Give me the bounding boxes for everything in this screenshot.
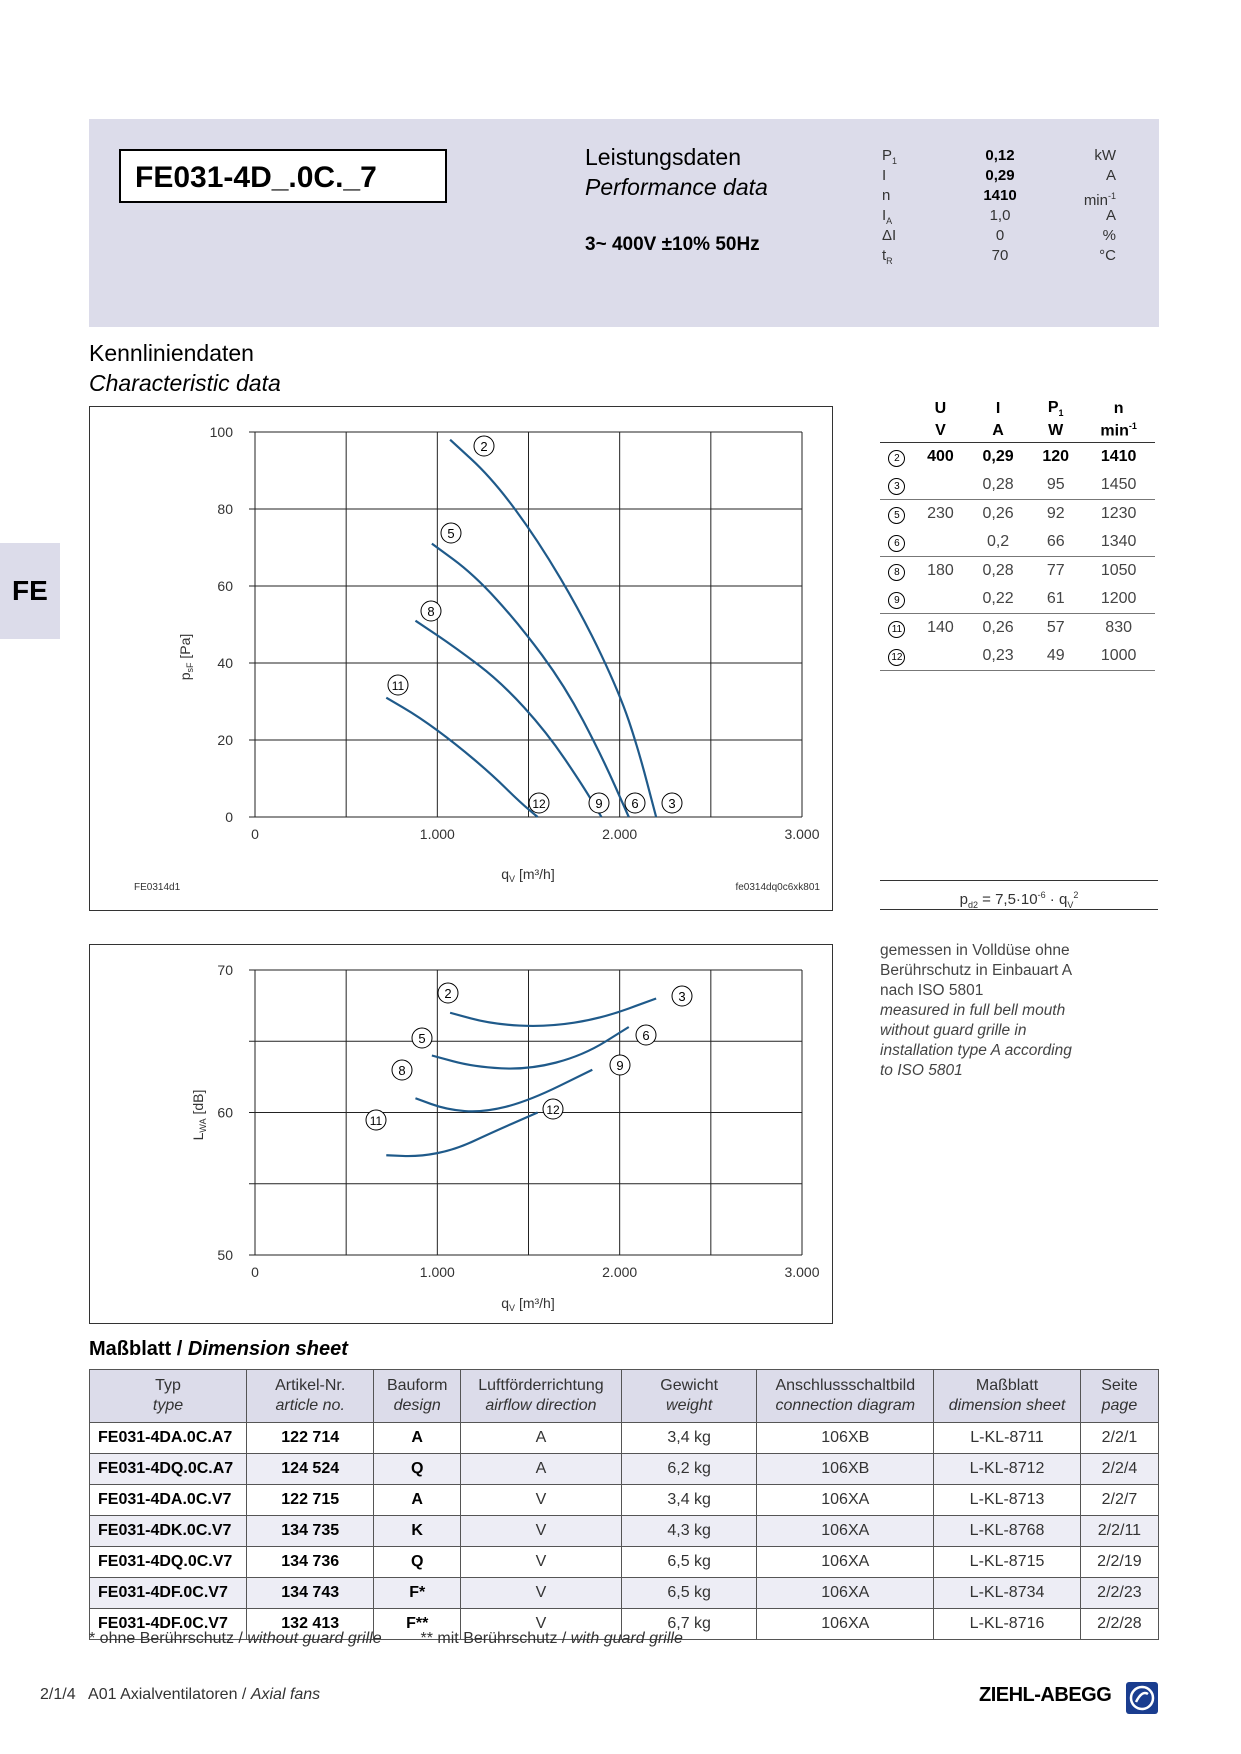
- dynamic-pressure-formula: $p_{d2} = 7,5\cdot 10^{-6} \cdot q_V^2$: [880, 880, 1158, 910]
- x-tick-label: 1.000: [419, 1264, 455, 1280]
- dimension-cell: F**: [374, 1609, 461, 1640]
- x-axis-label-sub: V: [509, 1303, 516, 1313]
- curve-marker-label: 6: [631, 796, 639, 811]
- char-table-cell: [914, 528, 967, 557]
- x-tick-label: 3.000: [784, 826, 820, 842]
- curve-marker-label: 12: [546, 1103, 560, 1117]
- char-table-header-cell: U: [934, 400, 947, 417]
- dimension-cell: 106XA: [757, 1516, 934, 1547]
- section-title-de: Kennliniendaten: [89, 340, 254, 366]
- dimension-header-cell: Seite page: [1080, 1370, 1158, 1423]
- curve-marker-label: 9: [595, 796, 603, 811]
- dimension-cell: A: [374, 1485, 461, 1516]
- curve-series: [415, 1070, 592, 1112]
- curve-marker-label: 6: [642, 1028, 650, 1043]
- sound-chart-panel: [89, 944, 833, 1324]
- char-table-row: [880, 500, 1155, 529]
- char-table-cell: 1230: [1100, 505, 1137, 522]
- dimension-header-cell: Gewicht weight: [621, 1370, 756, 1423]
- curve-number-badge: 6: [888, 535, 905, 552]
- dimension-cell: F*: [374, 1578, 461, 1609]
- note-line-en: to ISO 5801: [880, 1062, 963, 1079]
- param-symbols: [882, 146, 922, 266]
- dimension-header-cell: Luftförderrichtung airflow direction: [460, 1370, 621, 1423]
- dimension-cell: 3,4 kg: [621, 1485, 756, 1516]
- char-table-cell: 1340: [1082, 528, 1155, 557]
- dimension-cell: 2/2/11: [1080, 1516, 1158, 1547]
- param-value: 1410: [983, 187, 1017, 204]
- curve-series: [386, 1113, 537, 1157]
- char-table-cell: 400: [927, 448, 954, 465]
- x-axis-label: $q_V$ [m³/h]: [501, 866, 555, 884]
- dimension-cell: FE031-4DQ.0C.V7: [90, 1547, 247, 1578]
- x-axis-label-unit: [m³/h]: [515, 866, 555, 882]
- chart-code-left: FE0314d1: [134, 882, 181, 893]
- char-table-cell: 180: [927, 562, 954, 579]
- dimension-cell: FE031-4DF.0C.V7: [90, 1578, 247, 1609]
- char-table-cell: 1200: [1082, 585, 1155, 614]
- curve-marker-label: 3: [668, 796, 676, 811]
- param-unit: %: [1102, 227, 1116, 244]
- char-table-units: [880, 420, 1155, 443]
- curve-number-badge: 5: [888, 507, 905, 524]
- x-tick-label: 3.000: [784, 1264, 820, 1280]
- char-table-cell: 1410: [1100, 448, 1137, 465]
- dimension-cell: L-KL-8768: [934, 1516, 1081, 1547]
- param-unit: $\min^{-1}$: [1083, 191, 1116, 209]
- dimension-cell: L-KL-8716: [934, 1609, 1081, 1640]
- x-tick-label: 0: [251, 826, 259, 842]
- dimension-cell: FE031-4DF.0C.V7: [90, 1609, 247, 1640]
- dimension-cell: V: [460, 1578, 621, 1609]
- char-table-cell: 1000: [1082, 642, 1155, 671]
- dimension-row: [90, 1547, 1159, 1578]
- note-line-de: Berührschutz in Einbauart A: [880, 962, 1073, 979]
- y-axis-label-sub: sF: [185, 662, 195, 673]
- char-table-cell: 0,22: [967, 585, 1029, 614]
- curve-marker-label: 2: [480, 439, 488, 454]
- curve-number-badge: 9: [888, 592, 905, 609]
- dimension-header-cell: Maßblatt dimension sheet: [934, 1370, 1081, 1423]
- char-table-cell: 830: [1105, 619, 1132, 636]
- param-units: [1060, 146, 1116, 266]
- y-tick-label: 60: [217, 578, 233, 594]
- param-value: 1,0: [989, 207, 1011, 224]
- param-symbol: $I_A$: [882, 207, 893, 226]
- dimension-cell: 2/2/4: [1080, 1454, 1158, 1485]
- param-value: 70: [991, 247, 1009, 264]
- note-line-en: installation type A according: [880, 1042, 1072, 1059]
- char-table-cell: 0,23: [967, 642, 1029, 671]
- x-tick-label: 0: [251, 1264, 259, 1280]
- curve-series: [415, 621, 601, 817]
- dimension-cell: 134 735: [247, 1516, 374, 1547]
- char-table-cell: 0,26: [982, 505, 1014, 522]
- y-axis-label: $p_{sF}$ [Pa]: [177, 633, 195, 681]
- char-table-cell: 140: [927, 619, 954, 636]
- sound-chart: [90, 945, 832, 1323]
- y-tick-label: 70: [217, 962, 233, 978]
- curve-marker-label: 9: [616, 1058, 624, 1073]
- note-line-de: gemessen in Volldüse ohne: [880, 942, 1070, 959]
- dimension-table-header: [90, 1370, 1159, 1423]
- dimension-cell: 2/2/23: [1080, 1578, 1158, 1609]
- pressure-chart-panel: [89, 406, 833, 911]
- char-table-cell: [914, 471, 967, 500]
- dimension-cell: A: [460, 1454, 621, 1485]
- char-table-row: [880, 528, 1155, 557]
- dimension-cell: 134 736: [247, 1547, 374, 1578]
- char-table-cell: [914, 642, 967, 671]
- dimension-cell: V: [460, 1516, 621, 1547]
- char-table-cell: 120: [1042, 448, 1070, 465]
- param-symbol: $t_R$: [882, 247, 893, 266]
- char-table-row: [880, 471, 1155, 500]
- dimension-cell: 106XA: [757, 1547, 934, 1578]
- y-tick-label: 50: [217, 1247, 233, 1263]
- chart-code-right: fe0314dq0c6xk801: [735, 882, 820, 893]
- side-tab: FE: [0, 543, 60, 639]
- char-table-cell: 77: [1046, 562, 1065, 579]
- y-tick-label: 60: [217, 1104, 233, 1121]
- curve-number-badge: 3: [888, 478, 905, 495]
- dimension-cell: 122 714: [247, 1423, 374, 1454]
- param-symbol: n: [882, 187, 891, 204]
- curve-marker-label: 5: [418, 1031, 426, 1046]
- dimension-header-cell: Typ type: [90, 1370, 247, 1423]
- dimension-cell: 3,4 kg: [621, 1423, 756, 1454]
- x-tick-label: 1.000: [419, 826, 455, 842]
- y-axis-label: $L_{WA}$ [dB]: [190, 1089, 208, 1141]
- y-tick-label: 100: [209, 424, 233, 440]
- dimension-row: [90, 1578, 1159, 1609]
- note-line-de: nach ISO 5801: [880, 982, 984, 999]
- dimension-cell: 106XA: [757, 1578, 934, 1609]
- x-tick-label: 2.000: [602, 826, 638, 842]
- char-table-header-cell: $P_1$: [1047, 399, 1064, 419]
- dimension-cell: L-KL-8715: [934, 1547, 1081, 1578]
- dimension-cell: V: [460, 1609, 621, 1640]
- char-table-cell: 66: [1029, 528, 1082, 557]
- dimension-cell: 106XB: [757, 1454, 934, 1485]
- char-table-cell: 61: [1029, 585, 1082, 614]
- char-table-cell: 0,2: [967, 528, 1029, 557]
- char-table-cell: [914, 585, 967, 614]
- curve-marker-label: 11: [391, 679, 405, 693]
- dimension-cell: 132 413: [247, 1609, 374, 1640]
- dimension-cell: 2/2/19: [1080, 1547, 1158, 1578]
- characteristic-table: [880, 398, 1155, 671]
- curve-marker-label: 5: [447, 526, 455, 541]
- dimension-cell: Q: [374, 1547, 461, 1578]
- char-table-header: [880, 398, 1155, 420]
- dimension-cell: 6,5 kg: [621, 1578, 756, 1609]
- char-table-cell: 1050: [1100, 562, 1137, 579]
- param-symbol: ΔI: [882, 227, 897, 244]
- char-table-row: [880, 443, 1155, 472]
- dimension-header-cell: Anschlussschaltbild connection diagram: [757, 1370, 934, 1423]
- char-table-row: [880, 614, 1155, 643]
- footer: 2/1/4 A01 Axialventilatoren / Axial fans: [40, 1686, 321, 1703]
- dimension-header-cell: Bauform design: [374, 1370, 461, 1423]
- dimension-cell: K: [374, 1516, 461, 1547]
- char-table-header-cell: I: [995, 400, 1001, 417]
- char-table-unit-cell: $\min^{-1}$: [1082, 420, 1155, 443]
- char-table-cell: 0,28: [982, 562, 1014, 579]
- voltage-spec: 3~ 400V ±10% 50Hz: [585, 234, 760, 255]
- dimension-cell: 2/2/7: [1080, 1485, 1158, 1516]
- dimension-cell: L-KL-8713: [934, 1485, 1081, 1516]
- dimension-cell: 106XA: [757, 1485, 934, 1516]
- char-table-cell: 57: [1046, 619, 1065, 636]
- curve-number-badge: 12: [888, 649, 905, 666]
- dimension-cell: FE031-4DK.0C.V7: [90, 1516, 247, 1547]
- char-table-unit-cell: A: [967, 420, 1029, 443]
- dimension-cell: A: [460, 1423, 621, 1454]
- char-table-row: [880, 585, 1155, 614]
- dimension-title: Maßblatt / Dimension sheet: [89, 1338, 348, 1360]
- char-table-row: [880, 557, 1155, 586]
- curve-marker-label: 11: [369, 1114, 383, 1128]
- param-value: 0: [995, 227, 1005, 244]
- dimension-cell: 124 524: [247, 1454, 374, 1485]
- dimension-cell: Q: [374, 1454, 461, 1485]
- dimension-cell: V: [460, 1485, 621, 1516]
- param-symbol: I: [882, 167, 887, 184]
- char-table-cell: 95: [1029, 471, 1082, 500]
- char-table-cell: 1450: [1082, 471, 1155, 500]
- char-table-cell: 0,26: [982, 619, 1014, 636]
- dimension-cell: 6,7 kg: [621, 1609, 756, 1640]
- model-title: FE031-4D_.0C._7: [119, 149, 447, 203]
- x-tick-label: 2.000: [602, 1264, 638, 1280]
- curve-series: [386, 698, 537, 817]
- dimension-cell: 106XB: [757, 1423, 934, 1454]
- section-title-en: Characteristic data: [89, 370, 281, 396]
- performance-title-en: Performance data: [585, 174, 768, 200]
- curve-series: [432, 544, 629, 817]
- measurement-note: [880, 941, 1110, 1081]
- char-table-cell: 0,28: [967, 471, 1029, 500]
- param-symbol: $P_1$: [882, 147, 898, 166]
- curve-marker-label: 8: [398, 1063, 406, 1078]
- footnote: * ohne Berührschutz / without guard grille ** mit Berührschutz / with guard grille: [89, 1630, 683, 1647]
- dimension-row: [90, 1485, 1159, 1516]
- dimension-cell: 2/2/28: [1080, 1609, 1158, 1640]
- dimension-row: [90, 1423, 1159, 1454]
- param-unit: kW: [1094, 147, 1116, 164]
- param-unit: A: [1105, 207, 1116, 224]
- dimension-row: [90, 1516, 1159, 1547]
- curve-number-badge: 11: [888, 621, 905, 638]
- dimension-cell: L-KL-8734: [934, 1578, 1081, 1609]
- x-axis-label-unit: [m³/h]: [515, 1295, 555, 1311]
- dimension-cell: 2/2/1: [1080, 1423, 1158, 1454]
- dimension-cell: FE031-4DA.0C.V7: [90, 1485, 247, 1516]
- param-value: 0,29: [985, 167, 1015, 184]
- char-table-cell: 49: [1029, 642, 1082, 671]
- dimension-row: [90, 1454, 1159, 1485]
- curve-marker-label: 3: [678, 989, 686, 1004]
- char-table-row: [880, 642, 1155, 671]
- char-table-header-cell: n: [1113, 400, 1124, 417]
- char-table-cell: 230: [927, 505, 954, 522]
- param-values: [940, 146, 1060, 266]
- performance-title-de: Leistungsdaten: [585, 144, 742, 170]
- dimension-cell: 6,2 kg: [621, 1454, 756, 1485]
- brand-logo-icon: [1126, 1682, 1158, 1714]
- y-tick-label: 40: [217, 655, 233, 671]
- dimension-header-cell: Artikel-Nr. article no.: [247, 1370, 374, 1423]
- char-table-cell: 0,29: [982, 448, 1014, 465]
- y-tick-label: 20: [217, 732, 233, 748]
- dimension-cell: V: [460, 1547, 621, 1578]
- y-tick-label: 0: [225, 809, 233, 825]
- note-line-en: without guard grille in: [880, 1022, 1027, 1039]
- param-unit: A: [1105, 167, 1116, 184]
- dimension-cell: FE031-4DQ.0C.A7: [90, 1454, 247, 1485]
- char-table-unit-cell: V: [914, 420, 967, 443]
- dimension-cell: FE031-4DA.0C.A7: [90, 1423, 247, 1454]
- x-axis-label: $q_V$ [m³/h]: [501, 1295, 555, 1313]
- curve-marker-label: 2: [444, 986, 452, 1001]
- dimension-table: [89, 1369, 1159, 1640]
- param-value: 0,12: [985, 147, 1015, 164]
- y-axis-label-sub: WA: [198, 1118, 208, 1133]
- dimension-cell: 134 743: [247, 1578, 374, 1609]
- curve-series: [450, 440, 656, 817]
- dimension-cell: 122 715: [247, 1485, 374, 1516]
- curve-series: [432, 1027, 629, 1069]
- y-tick-label: 80: [217, 501, 233, 517]
- brand-logo: ZIEHL-ABEGG: [979, 1684, 1112, 1706]
- note-line-en: measured in full bell mouth: [880, 1002, 1066, 1019]
- curve-number-badge: 8: [888, 564, 905, 581]
- dimension-cell: 6,5 kg: [621, 1547, 756, 1578]
- y-axis-label-unit: [dB]: [190, 1089, 206, 1119]
- dimension-cell: 4,3 kg: [621, 1516, 756, 1547]
- dimension-cell: 106XA: [757, 1609, 934, 1640]
- curve-number-badge: 2: [888, 450, 905, 467]
- char-table-cell: 92: [1046, 505, 1065, 522]
- char-table-unit-cell: W: [1029, 420, 1082, 443]
- dimension-cell: A: [374, 1423, 461, 1454]
- param-unit: °C: [1099, 247, 1116, 264]
- dimension-cell: L-KL-8711: [934, 1423, 1081, 1454]
- dimension-cell: L-KL-8712: [934, 1454, 1081, 1485]
- curve-series: [450, 999, 656, 1026]
- pressure-chart: [90, 407, 832, 910]
- curve-marker-label: 12: [532, 797, 546, 811]
- curve-marker-label: 8: [427, 604, 435, 619]
- x-axis-label-sub: V: [509, 874, 516, 884]
- y-axis-label-unit: [Pa]: [177, 633, 193, 663]
